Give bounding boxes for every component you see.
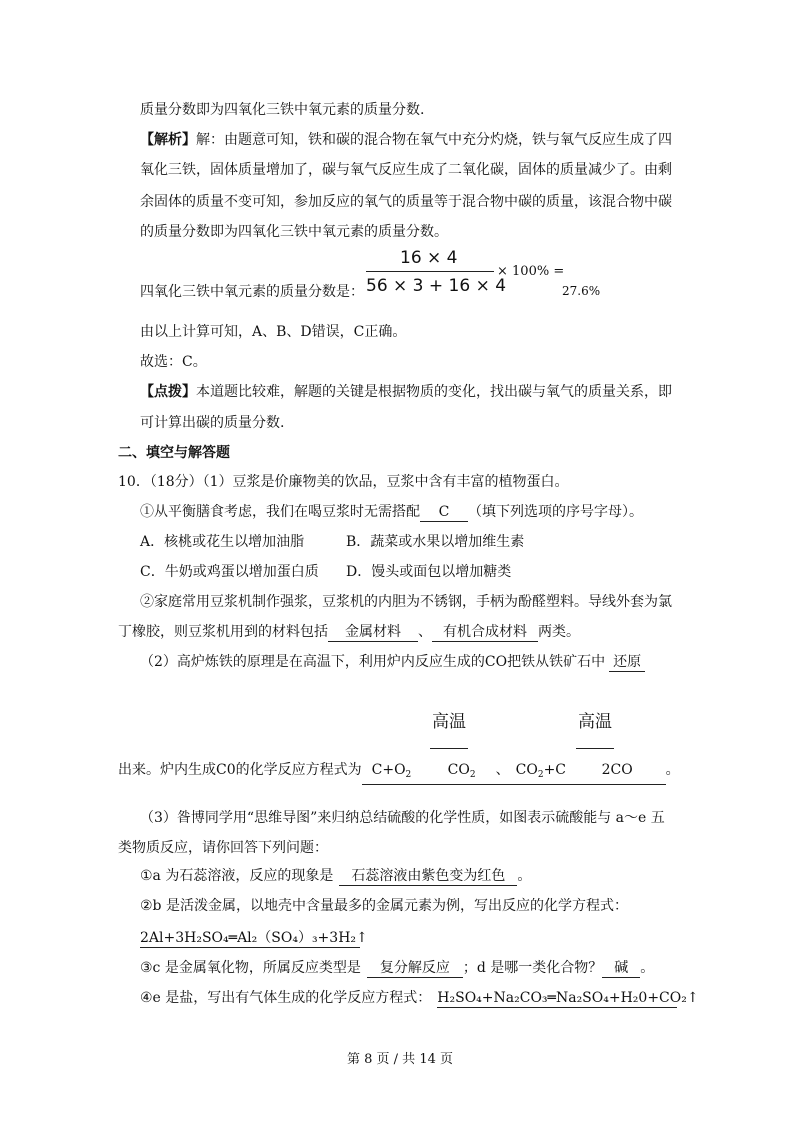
analysis-line-3: 余固体的质量不变可知，参加反应的氧气的质量等于混合物中碳的质量，该混合物中碳	[140, 194, 672, 210]
tip-tag: 【点拨】	[140, 384, 196, 400]
answer-blank: 石蕊溶液由紫色变为红色	[339, 867, 517, 886]
period: 。	[640, 960, 655, 976]
q10-part2b-pre: 出来。炉内生成C0的化学反应方程式为	[118, 762, 362, 778]
q10-item-e-pre: ④e 是盐，写出有气体生成的化学反应方程式：	[140, 990, 432, 1006]
formula-result: 27.6%	[562, 284, 601, 298]
q10-item-e	[140, 988, 699, 1008]
q10-item-b-answer	[140, 928, 368, 948]
answer-blank: 还原	[609, 653, 645, 672]
analysis-line-4: 的质量分数即为四氧化三铁中氧元素的质量分数。	[140, 224, 448, 240]
answer-blank: 复分解反应	[367, 959, 463, 978]
equation-1-products: CO	[447, 762, 470, 778]
conclusion: 由以上计算可知，A、B、D错误，C正确。	[140, 324, 407, 340]
period: 。	[665, 762, 680, 778]
analysis-line-1	[140, 130, 672, 150]
q10-item-a-pre: ①a 为石蕊溶液，反应的现象是	[140, 868, 334, 884]
separator: 、	[495, 762, 510, 778]
analysis-line-2: 氧化三铁，固体质量增加了，碳与氧气反应生成了二氧化碳，固体的质量减少了。由剩	[140, 162, 672, 178]
tip-text-1: 本道题比较难，解题的关键是根据物质的变化，找出碳与氧气的质量关系，即	[196, 384, 672, 400]
q10-part3-line-1: （3）昝博同学用“思维导图”来归纳总结硫酸的化学性质，如图表示硫酸能与 a～e 五	[140, 810, 665, 826]
analysis-tag: 【解析】	[140, 132, 196, 148]
section-title: 二、填空与解答题	[118, 445, 230, 461]
tip-line-2: 可计算出碳的质量分数.	[140, 415, 285, 431]
q10-part2-line-1	[140, 652, 645, 672]
fraction-bar	[366, 271, 494, 272]
answer-choice: 故选：C。	[140, 354, 207, 370]
paragraph: 质量分数即为四氧化三铁中氧元素的质量分数.	[140, 102, 425, 118]
subscript: 2	[405, 770, 412, 780]
q10-sub2-line-1: ②家庭常用豆浆机制作强浆，豆浆机的内胆为不锈钢，手柄为酚醛塑料。导线外套为氯	[140, 594, 672, 610]
q10-item-c-pre: ③c 是金属氧化物，所属反应类型是	[140, 960, 361, 976]
answer-blank: H₂SO₄+Na₂CO₃═Na₂SO₄+H₂0+CO₂↑	[437, 990, 699, 1006]
formula-times: × 100% =	[497, 264, 565, 279]
reaction-condition-2: 高温	[578, 712, 612, 732]
subscript: 2	[537, 770, 544, 780]
equation-1-reactants: C+O	[371, 762, 406, 778]
tip-line-1	[140, 382, 672, 402]
answer-blank: 碱	[602, 959, 640, 978]
question-10-head: 10．（18分）（1）豆浆是价廉物美的饮品，豆浆中含有丰富的植物蛋白。	[118, 474, 569, 490]
q10-part2-pre: （2）高炉炼铁的原理是在高温下，利用炉内反应生成的CO把铁从铁矿石中	[140, 654, 606, 670]
reaction-condition-1: 高温	[432, 712, 466, 732]
formula-prefix: 四氧化三铁中氧元素的质量分数是：	[140, 284, 364, 300]
q10-sub2-post: 两类。	[538, 624, 580, 640]
fraction-numerator: 16 × 4	[400, 248, 458, 268]
q10-item-b: ②b 是活泼金属，以地壳中含量最多的金属元素为例，写出反应的化学方程式：	[140, 898, 628, 914]
q10-sub1	[140, 502, 643, 522]
option-d: D．馒头或面包以增加糖类	[346, 564, 512, 580]
answer-blank: 金属材料	[328, 623, 418, 642]
option-c: C．牛奶或鸡蛋以增加蛋白质	[140, 564, 319, 580]
q10-sub1-post: （填下列选项的序号字母）。	[468, 504, 643, 520]
answer-blank: 有机合成材料	[432, 623, 538, 642]
q10-part2-line-2	[118, 760, 680, 785]
equation-2-reactant-2: +C	[543, 762, 567, 778]
reaction-arrow-2	[576, 748, 614, 749]
q10-sub1-pre: ①从平衡膳食考虑，我们在喝豆浆时无需搭配	[140, 504, 420, 520]
equation-blank	[362, 761, 666, 785]
answer-blank: 2Al+3H₂SO₄═Al₂（SO₄）₃+3H₂↑	[140, 930, 368, 946]
page-footer: 第 8 页 / 共 14 页	[347, 1052, 453, 1067]
q10-item-a	[140, 866, 531, 886]
fraction-denominator: 56 × 3 + 16 × 4	[366, 276, 507, 296]
option-b: B．蔬菜或水果以增加维生素	[346, 534, 525, 550]
q10-part3-line-2: 类物质反应，请你回答下列问题：	[118, 840, 328, 856]
equation-2-products: 2CO	[601, 762, 633, 778]
q10-item-c-mid: ；d 是哪一类化合物？	[462, 960, 603, 976]
answer-blank: C	[420, 503, 468, 522]
period: 。	[517, 868, 532, 884]
separator: 、	[418, 624, 432, 640]
subscript: 2	[469, 770, 476, 780]
q10-sub2-line-2	[118, 622, 580, 642]
equation-2-reactant: CO	[515, 762, 538, 778]
reaction-arrow-1	[430, 748, 468, 749]
q10-item-c	[140, 958, 654, 978]
analysis-text-1: 解：由题意可知，铁和碳的混合物在氧气中充分灼烧，铁与氧气反应生成了四	[196, 132, 672, 148]
q10-sub2-pre: 丁橡胶，则豆浆机用到的材料包括	[118, 624, 328, 640]
option-a: A．核桃或花生以增加油脂	[140, 534, 305, 550]
